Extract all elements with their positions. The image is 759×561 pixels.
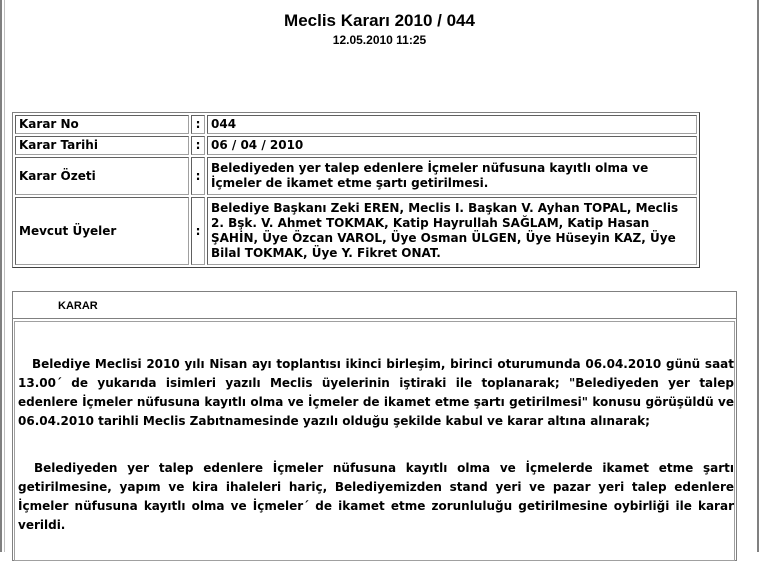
value-karar-no: 044 (207, 115, 697, 134)
table-row (15, 197, 697, 265)
label-karar-tarihi: Karar Tarihi (15, 136, 189, 155)
karar-paragraph-1: Belediye Meclisi 2010 yılı Nisan ayı toplantısı ikinci birleşim, birinci oturumunda 06.04.2010 günü saat 13.00´ de yukarıda isimleri yazılı Meclis üyelerinin iştiraki ile toplanarak; "Belediyeden yer talep edenlere İçmeler nüfusuna kayıtlı olma ve İçmeler de ikamet etme şartı getirilmesi" konusu görüşüldü ve 06.04.2010 tarihli Meclis Zabıtnamesinde yazılı olduğu şekilde kabul ve karar altına alınarak; (18, 357, 734, 428)
label-karar-no: Karar No (15, 115, 189, 134)
separator: : (191, 136, 205, 155)
label-mevcut-uyeler: Mevcut Üyeler (15, 197, 189, 265)
table-row (15, 157, 697, 195)
page-title: Meclis Kararı 2010 / 044 (284, 11, 475, 30)
label-karar-ozeti: Karar Özeti (15, 157, 189, 195)
page-datetime: 12.05.2010 11:25 (332, 33, 427, 47)
left-border-inner (4, 0, 5, 552)
separator: : (191, 157, 205, 195)
value-karar-ozeti: Belediyeden yer talep edenlere İçmeler nüfusuna kayıtlı olma ve İçmeler de ikamet etme şartı getirilmesi. (207, 157, 697, 195)
karar-heading: KARAR (12, 291, 737, 319)
table-row (15, 115, 697, 134)
separator: : (191, 197, 205, 265)
value-mevcut-uyeler: Belediye Başkanı Zeki EREN, Meclis I. Başkan V. Ayhan TOPAL, Meclis 2. Bşk. V. Ahmet TOKMAK, Katip Hayrullah SAĞLAM, Katip Hasan ŞAHİN, Üye Özcan VAROL, Üye Osman ÜLGEN, Üye Hüseyin KAZ, Üye Bilal TOKMAK, Üye Y. Fikret ONAT. (207, 197, 697, 265)
decision-info-table (12, 112, 700, 268)
karar-paragraph-2: Belediyeden yer talep edenlere İçmeler nüfusuna kayıtlı olma ve İçmelerde ikamet etme şartı getirilmesine, yapım ve kira ihaleleri hariç, Belediyemizden stand yeri ve pazar yeri talep edenlere İçmeler nüfusuna kayıtlı olma ve İçmeler´ de ikamet etme zorunluluğu getirilmesine oybirliği ile karar verildi. (18, 461, 734, 532)
table-row (15, 136, 697, 155)
value-karar-tarihi: 06 / 04 / 2010 (207, 136, 697, 155)
separator: : (191, 115, 205, 134)
left-border (0, 0, 2, 552)
